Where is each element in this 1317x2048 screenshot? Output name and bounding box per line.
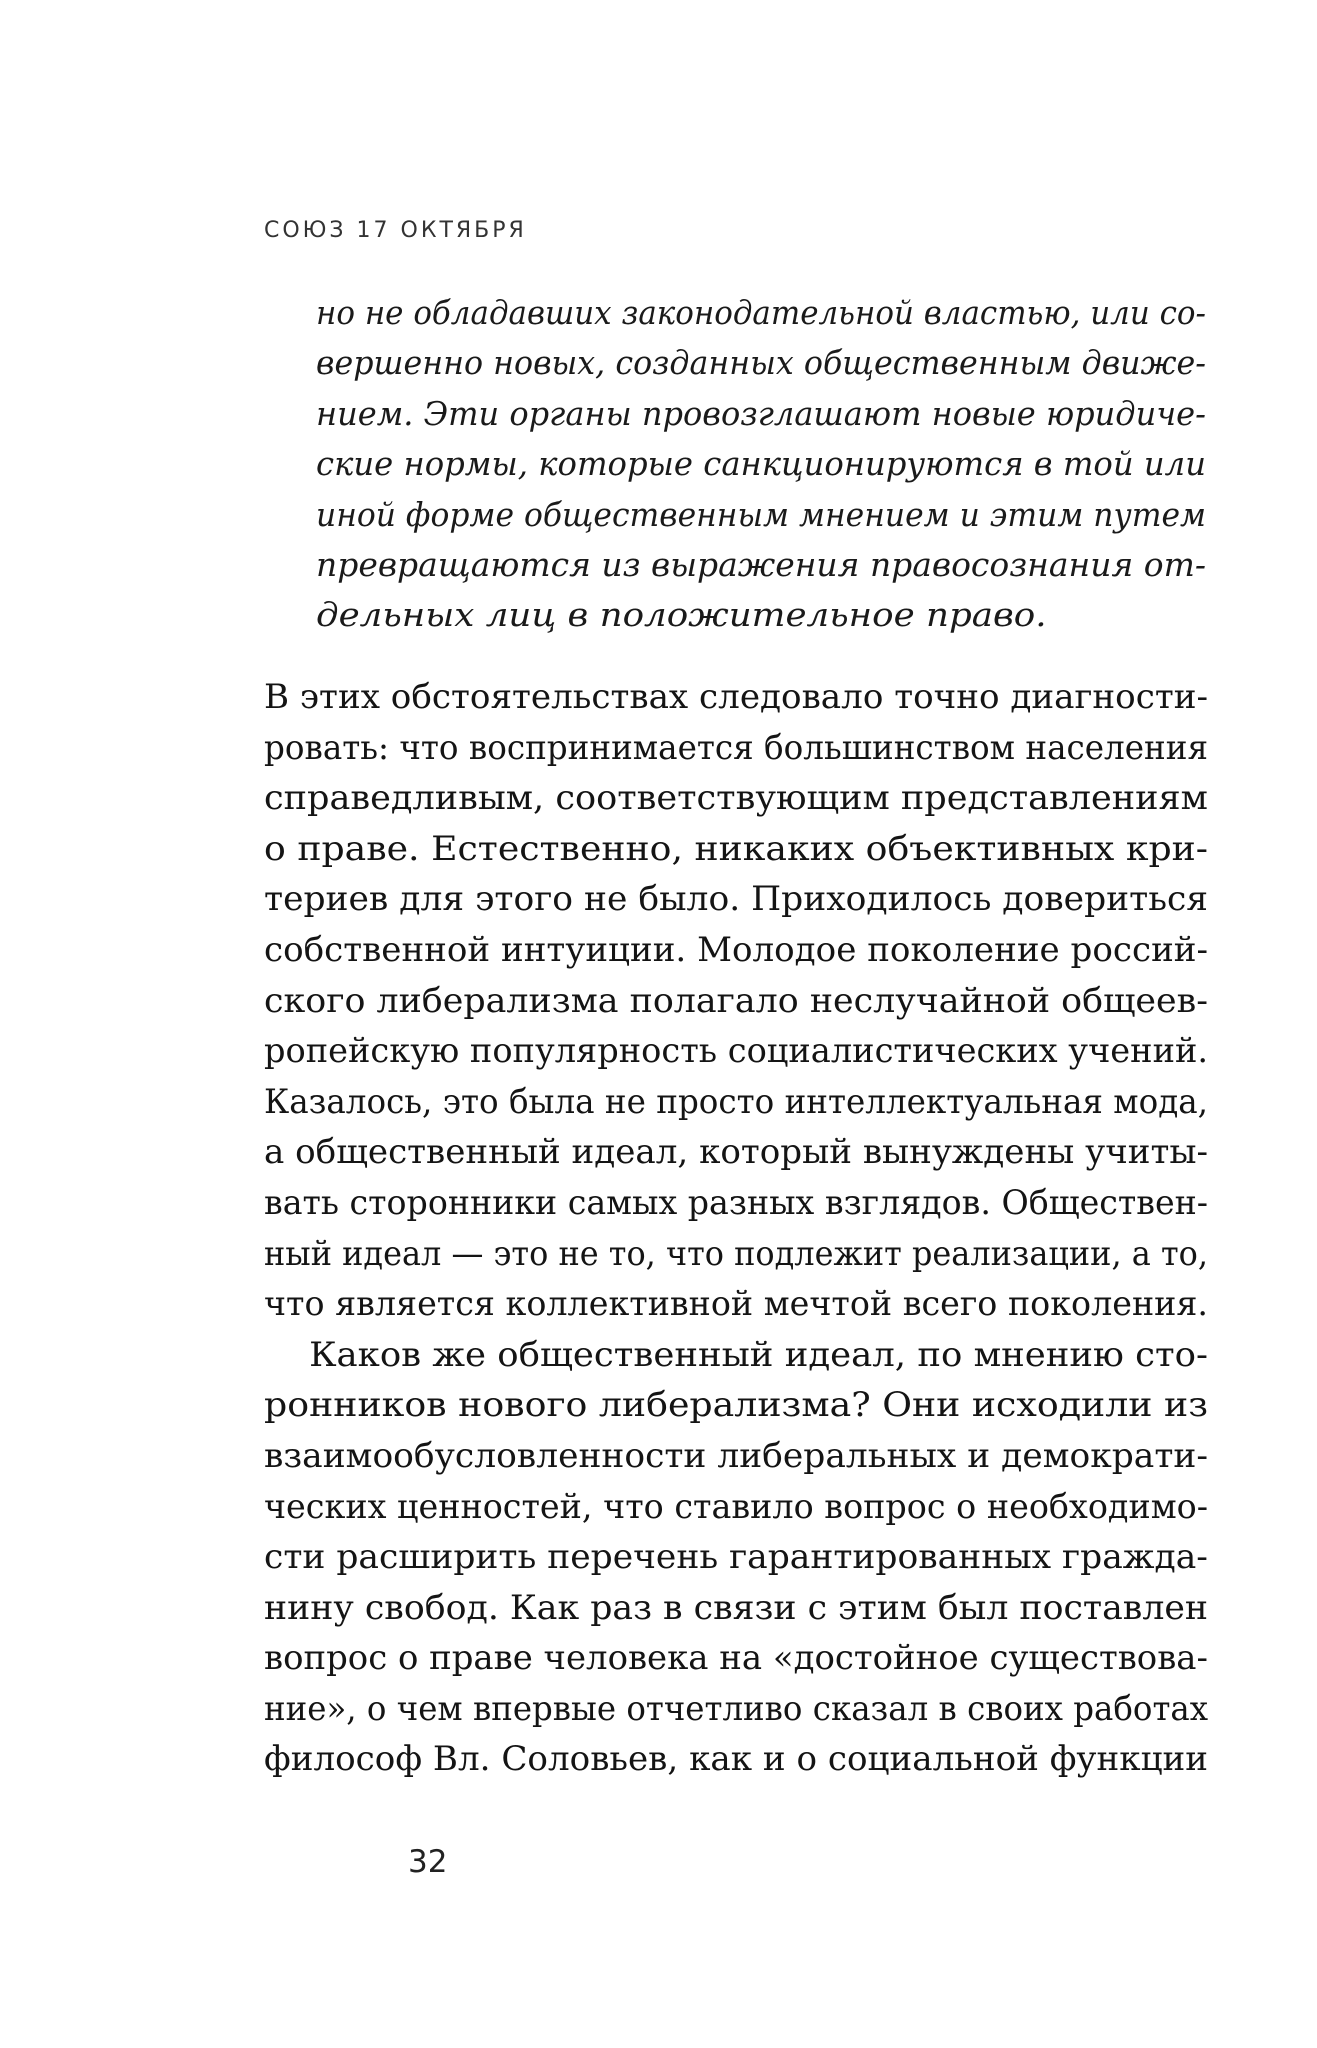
body-line: териев для этого не было. Приходилось довериться bbox=[264, 879, 1209, 920]
quote-line: превращаются из выражения правосознания от- bbox=[316, 545, 1206, 585]
body-line: вопрос о праве человека на «достойное существова- bbox=[264, 1638, 1208, 1679]
quote-line: иной форме общественным мнением и этим путем bbox=[316, 494, 1207, 534]
body-line: ный идеал — это не то, что подлежит реализации, а то, bbox=[264, 1233, 1208, 1274]
body-line: ние», о чем впервые отчетливо сказал в своих работах bbox=[264, 1688, 1209, 1729]
body-line: а общественный идеал, который вынуждены учиты- bbox=[264, 1132, 1208, 1173]
body-line: взаимообусловленности либеральных и демократи- bbox=[264, 1435, 1208, 1476]
body-line: о праве. Естественно, никаких объективных кри- bbox=[264, 828, 1209, 869]
running-head: СОЮЗ 17 ОКТЯБРЯ bbox=[264, 218, 527, 243]
body-line: собственной интуиции. Молодое поколение россий- bbox=[264, 929, 1209, 970]
body-text bbox=[264, 672, 1269, 1785]
body-line: ческих ценностей, что ставило вопрос о необходимо- bbox=[264, 1486, 1209, 1527]
body-line: справедливым, соответствующим представлениям bbox=[264, 778, 1208, 819]
body-line: что является коллективной мечтой всего поколения. bbox=[264, 1284, 1209, 1325]
body-line: ропейскую популярность социалистических учений. bbox=[264, 1031, 1209, 1072]
page-number: 32 bbox=[408, 1844, 448, 1880]
body-line: сти расширить перечень гарантированных гражда- bbox=[264, 1537, 1208, 1578]
quote-line: дельных лиц в положительное право. bbox=[316, 595, 1047, 635]
body-line: ровать: что воспринимается большинством населения bbox=[264, 727, 1209, 768]
block-quote bbox=[316, 288, 1266, 641]
quote-line: но не обладавших законодательной властью, или со- bbox=[316, 293, 1206, 332]
body-line: ронников нового либерализма? Они исходили из bbox=[264, 1385, 1208, 1426]
quote-line: вершенно новых, созданных общественным движе- bbox=[316, 343, 1207, 383]
body-line: философ Вл. Соловьев, как и о социальной функции bbox=[264, 1739, 1209, 1780]
body-line: Казалось, это была не просто интеллектуальная мода, bbox=[264, 1081, 1209, 1122]
body-line: вать сторонники самых разных взглядов. Обществен- bbox=[264, 1182, 1209, 1223]
quote-line: нием. Эти органы провозглашают новые юридиче- bbox=[316, 393, 1206, 433]
body-line: Каков же общественный идеал, по мнению сто- bbox=[264, 1334, 1208, 1375]
quote-line: ские нормы, которые санкционируются в той или bbox=[316, 444, 1206, 484]
body-line: нину свобод. Как раз в связи с этим был поставлен bbox=[264, 1587, 1209, 1628]
body-line: В этих обстоятельствах следовало точно диагности- bbox=[264, 677, 1209, 717]
body-line: ского либерализма полагало неслучайной общеев- bbox=[264, 980, 1209, 1021]
